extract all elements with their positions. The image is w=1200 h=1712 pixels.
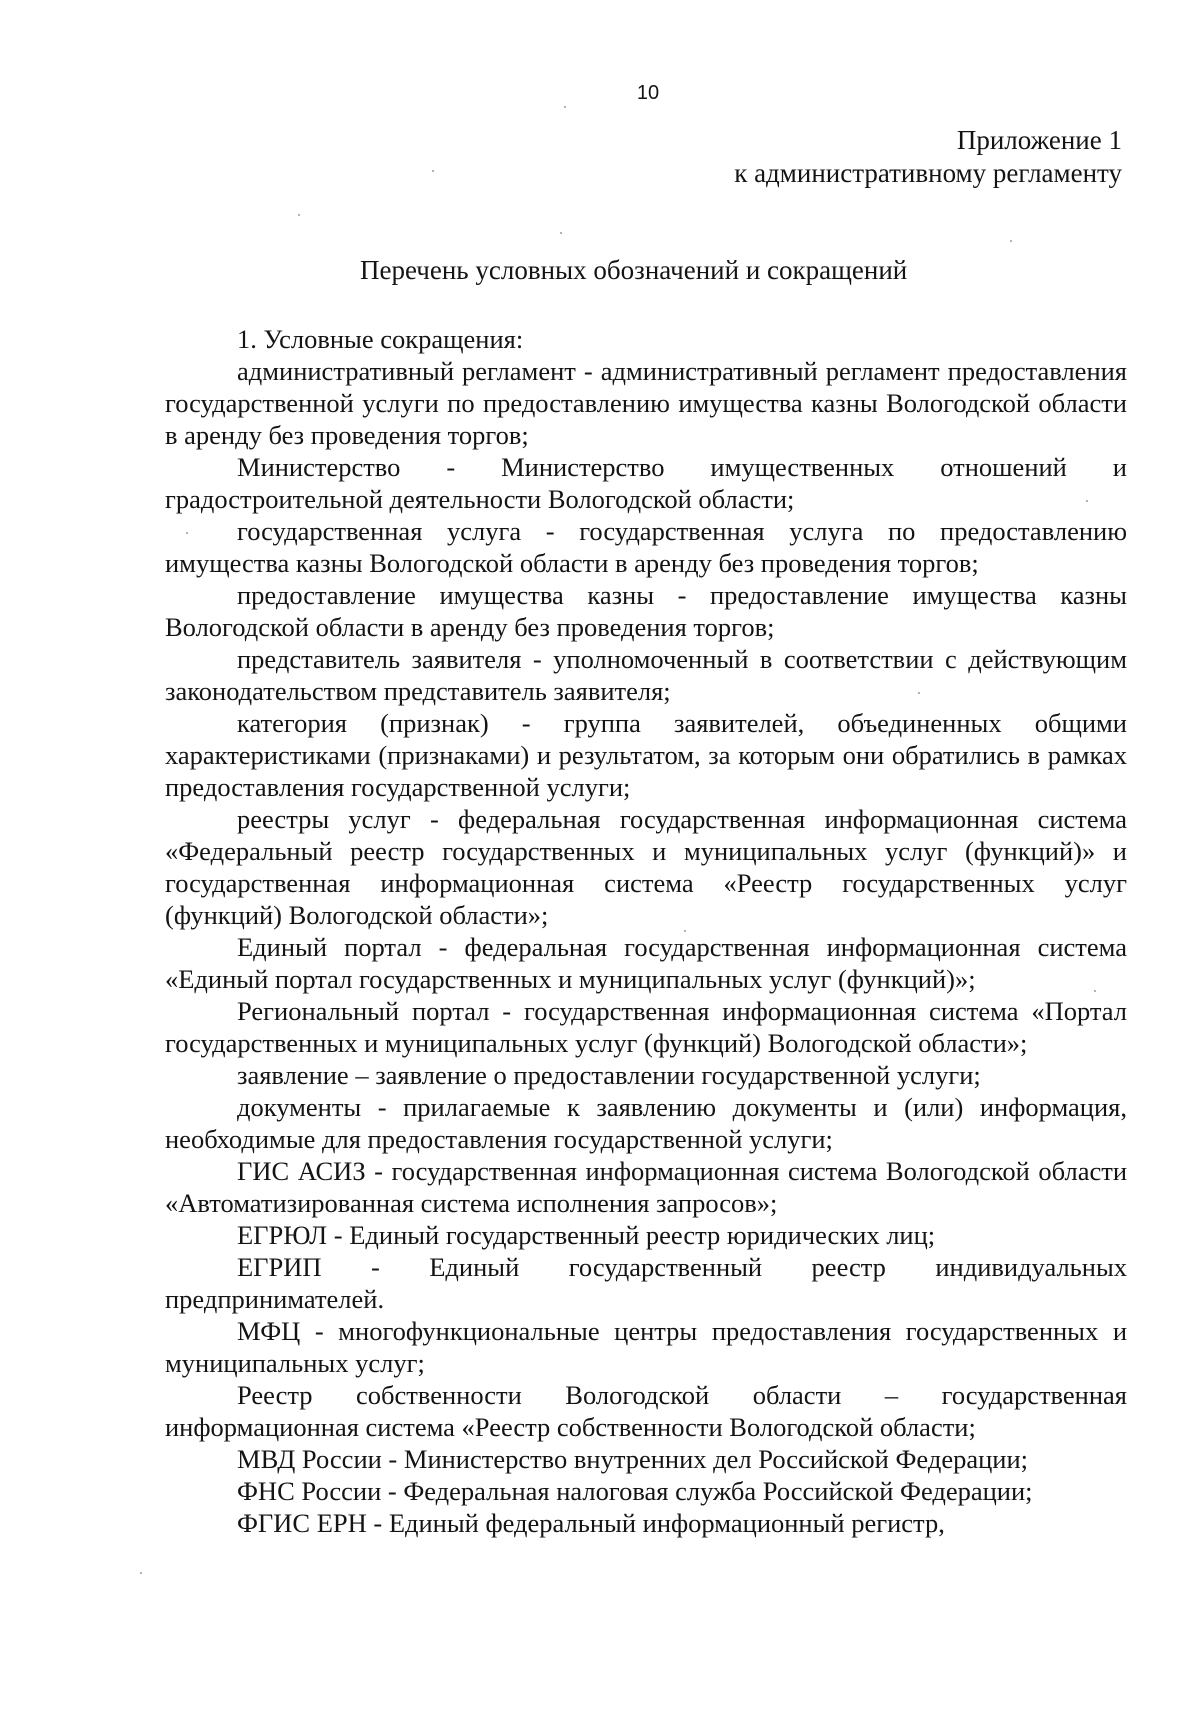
definition-paragraph: административный регламент - административный регламент предоставления государственной услуги по предоставлению имущества казны Вологодской области в аренду без проведения торгов;	[165, 356, 1127, 450]
definition-paragraph: ГИС АСИЗ - государственная информационная система Вологодской области «Автоматизированная система исполнения запросов»;	[165, 1156, 1127, 1218]
definition-paragraph: предоставление имущества казны - предоставление имущества казны Вологодской области в аренду без проведения торгов;	[165, 580, 1127, 642]
definition-paragraph: Министерство - Министерство имущественных отношений и градостроительной деятельности Вологодской области;	[165, 452, 1127, 514]
definition-paragraph: государственная услуга - государственная услуга по предоставлению имущества казны Вологодской области в аренду без проведения торгов;	[165, 516, 1127, 578]
scan-speck	[684, 930, 686, 932]
definition-paragraph: МВД России - Министерство внутренних дел Российской Федерации;	[237, 1444, 1029, 1474]
scan-speck	[560, 232, 562, 234]
scan-speck	[140, 1572, 142, 1574]
page-number: 10	[636, 82, 660, 104]
appendix-line-2: к административному регламенту	[734, 158, 1122, 188]
document-body	[165, 323, 1127, 1539]
scan-speck	[918, 692, 920, 694]
section-heading: 1. Условные сокращения:	[237, 324, 524, 354]
scan-speck	[564, 106, 566, 108]
definition-paragraph: Единый портал - федеральная государственная информационная система «Единый портал государственных и муниципальных услуг (функций)»;	[165, 932, 1127, 994]
definition-paragraph: МФЦ - многофункциональные центры предоставления государственных и муниципальных услуг;	[165, 1316, 1127, 1378]
definition-paragraph: представитель заявителя - уполномоченный в соответствии с действующим законодательством представитель заявителя;	[165, 644, 1127, 706]
scan-speck	[1094, 990, 1096, 992]
scan-speck	[432, 170, 434, 172]
definition-paragraph: ФНС России - Федеральная налоговая служба Российской Федерации;	[237, 1476, 1033, 1506]
definition-paragraph: Реестр собственности Вологодской области – государственная информационная система «Реестр собственности Вологодской области;	[165, 1380, 1127, 1442]
appendix-header	[734, 124, 1122, 190]
definition-paragraph: ЕГРЮЛ - Единый государственный реестр юридических лиц;	[237, 1220, 936, 1250]
definition-paragraph: заявление – заявление о предоставлении государственной услуги;	[237, 1060, 981, 1090]
definition-paragraph: ЕГРИП - Единый государственный реестр индивидуальных предпринимателей.	[165, 1252, 1127, 1314]
scan-speck	[298, 214, 300, 216]
scan-speck	[1086, 500, 1088, 502]
scan-speck	[186, 532, 188, 534]
definition-paragraph: ФГИС ЕРН - Единый федеральный информационный регистр,	[237, 1508, 945, 1538]
document-title: Перечень условных обозначений и сокращений	[360, 255, 908, 285]
definition-paragraph: реестры услуг - федеральная государственная информационная система «Федеральный реестр государственных и муниципальных услуг (функций)» и государственная информационная система «Реестр государственных услуг (функций) Вологодской области»;	[165, 804, 1127, 930]
definition-paragraph: Региональный портал - государственная информационная система «Портал государственных и муниципальных услуг (функций) Вологодской области»;	[165, 996, 1127, 1058]
appendix-line-1: Приложение 1	[956, 125, 1122, 155]
definition-paragraph: документы - прилагаемые к заявлению документы и (или) информация, необходимые для предоставления государственной услуги;	[165, 1092, 1127, 1154]
scan-speck	[1010, 240, 1012, 242]
definition-paragraph: категория (признак) - группа заявителей, объединенных общими характеристиками (признаками) и результатом, за которым они обратились в рамках предоставления государственной услуги;	[165, 708, 1127, 802]
